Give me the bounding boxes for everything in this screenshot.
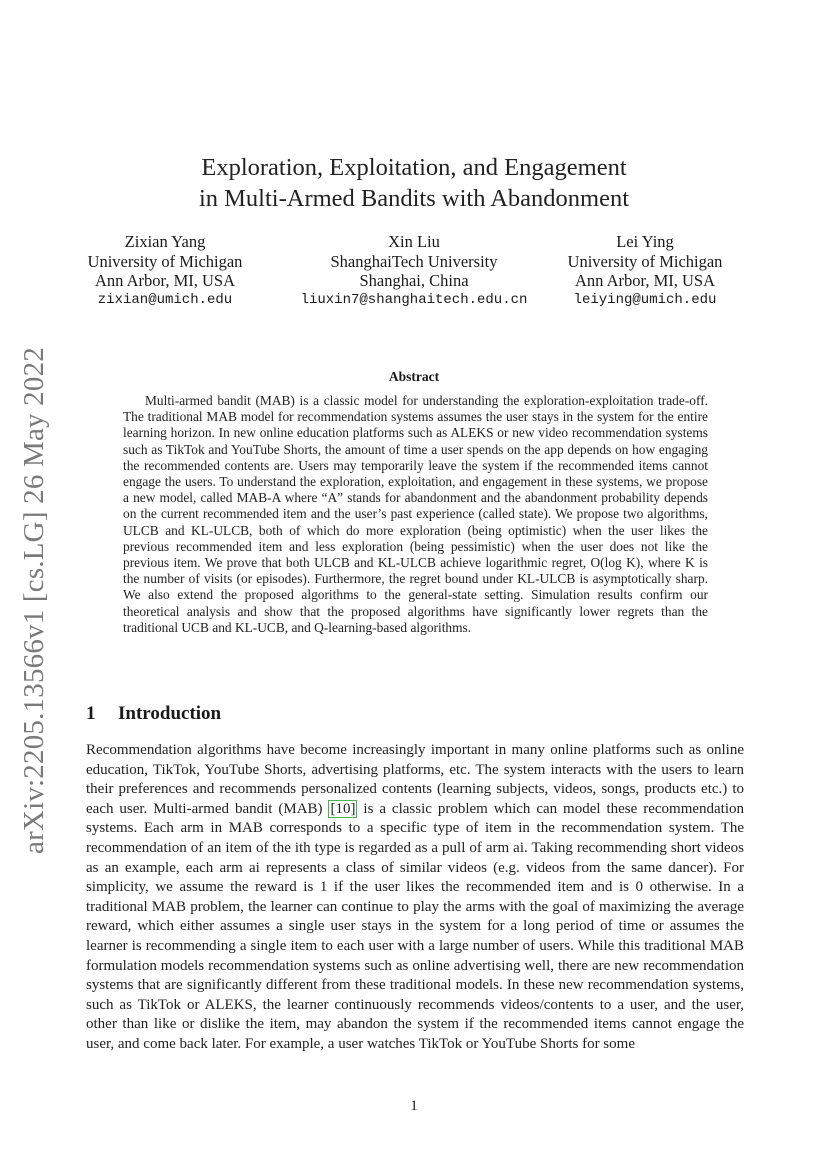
arxiv-stamp <box>4 346 64 854</box>
section-title: Introduction <box>118 703 222 724</box>
author-name: Lei Ying <box>616 232 674 251</box>
paper-title <box>0 152 828 214</box>
title-line-2: in Multi-Armed Bandits with Abandonment <box>198 185 630 212</box>
arxiv-stamp-text: arXiv:2205.13566v1 [cs.LG] 26 May 2022 <box>17 346 50 854</box>
author-email[interactable]: leiying@umich.edu <box>573 291 717 308</box>
title-line-1: Exploration, Exploitation, and Engagement <box>201 154 627 181</box>
intro-text-part-2: is a classic problem which can model these recommendation systems. Each arm in MAB corresponds to a specific type of item in the recommendation system. The recommendation of an item of the ith type is regarded as a pull of arm ai. Taking recommending short videos as an example, each arm ai represents a class of similar videos (e.g. videos from the same dancer). For simplicity, we assume the reward is 1 if the user likes the recommended item and is 0 otherwise. In a traditional MAB problem, the learner can continue to play the arms with the goal of maximizing the average reward, which either assumes a single user stays in the system for a long period of time or assumes the learner is recommending a single item to each user with a large number of users. While this traditional MAB formulation models recommendation systems such as online advertising well, there are new recommendation systems that are significantly different from these traditional models. In these new recommendation systems, such as TikTok or ALEKS, the learner continuously recommends videos/contents to a user, and the user, other than like or dislike the item, may abandon the system if the recommended items cannot engage the user, and come back later. For example, a user watches TikTok or YouTube Shorts for some <box>86 800 745 1052</box>
author-location: Shanghai, China <box>359 271 469 290</box>
citation-link[interactable]: [10] <box>330 800 356 817</box>
section-heading <box>86 703 221 725</box>
author-email[interactable]: liuxin7@shanghaitech.edu.cn <box>300 291 528 308</box>
author-name: Zixian Yang <box>124 232 206 251</box>
author-2 <box>289 232 539 310</box>
section-number: 1 <box>86 703 96 724</box>
author-3 <box>560 232 730 310</box>
intro-text-part-1: Recommendation algorithms have become increasingly important in many online platforms such as online education, TikTok, YouTube Shorts, advertising platforms, etc. The system interacts with the users to learn their preferences and recommends personalized contents (learning subjects, videos, songs, products etc.) to each user. Multi-armed bandit (MAB) <box>86 742 744 817</box>
abstract-heading: Abstract <box>388 369 440 384</box>
author-location: Ann Arbor, MI, USA <box>94 271 236 290</box>
author-email[interactable]: zixian@umich.edu <box>97 291 233 308</box>
intro-paragraph <box>86 741 744 1055</box>
page-number: 1 <box>410 1098 418 1114</box>
author-affiliation: University of Michigan <box>567 251 723 271</box>
author-location: Ann Arbor, MI, USA <box>574 271 716 290</box>
author-name: Xin Liu <box>388 232 440 251</box>
abstract-text: Multi-armed bandit (MAB) is a classic model for understanding the exploration-exploitation trade-off. The traditional MAB model for recommendation systems assumes the user stays in the system for the entire learning horizon. In new online education platforms such as ALEKS or new video recommendation systems such as TikTok and YouTube Shorts, the amount of time a user spends on the app depends on how engaging the recommended contents are. Users may temporarily leave the system if the recommended items cannot engage the users. To understand the exploration, exploitation, and engagement in these systems, we propose a new model, called MAB-A where “A” stands for abandonment and the abandonment probability depends on the current recommended item and the user’s past experience (called state). We propose two algorithms, ULCB and KL-ULCB, both of which do more exploration (being optimistic) when the user likes the previous recommended item and less exploration (being pessimistic) when the user does not like the previous item. We prove that both ULCB and KL-ULCB achieve logarithmic regret, O(log K), where K is the number of visits (or episodes). Furthermore, the regret bound under KL-ULCB is asymptotically sharp. We also extend the proposed algorithms to the general-state setting. Simulation results confirm our theoretical analysis and show that the proposed algorithms have significantly lower regrets than the traditional UCB and KL-UCB, and Q-learning-based algorithms. <box>123 393 708 635</box>
author-affiliation: University of Michigan <box>87 251 243 271</box>
author-affiliation: ShanghaiTech University <box>330 251 498 271</box>
author-1 <box>80 232 250 310</box>
